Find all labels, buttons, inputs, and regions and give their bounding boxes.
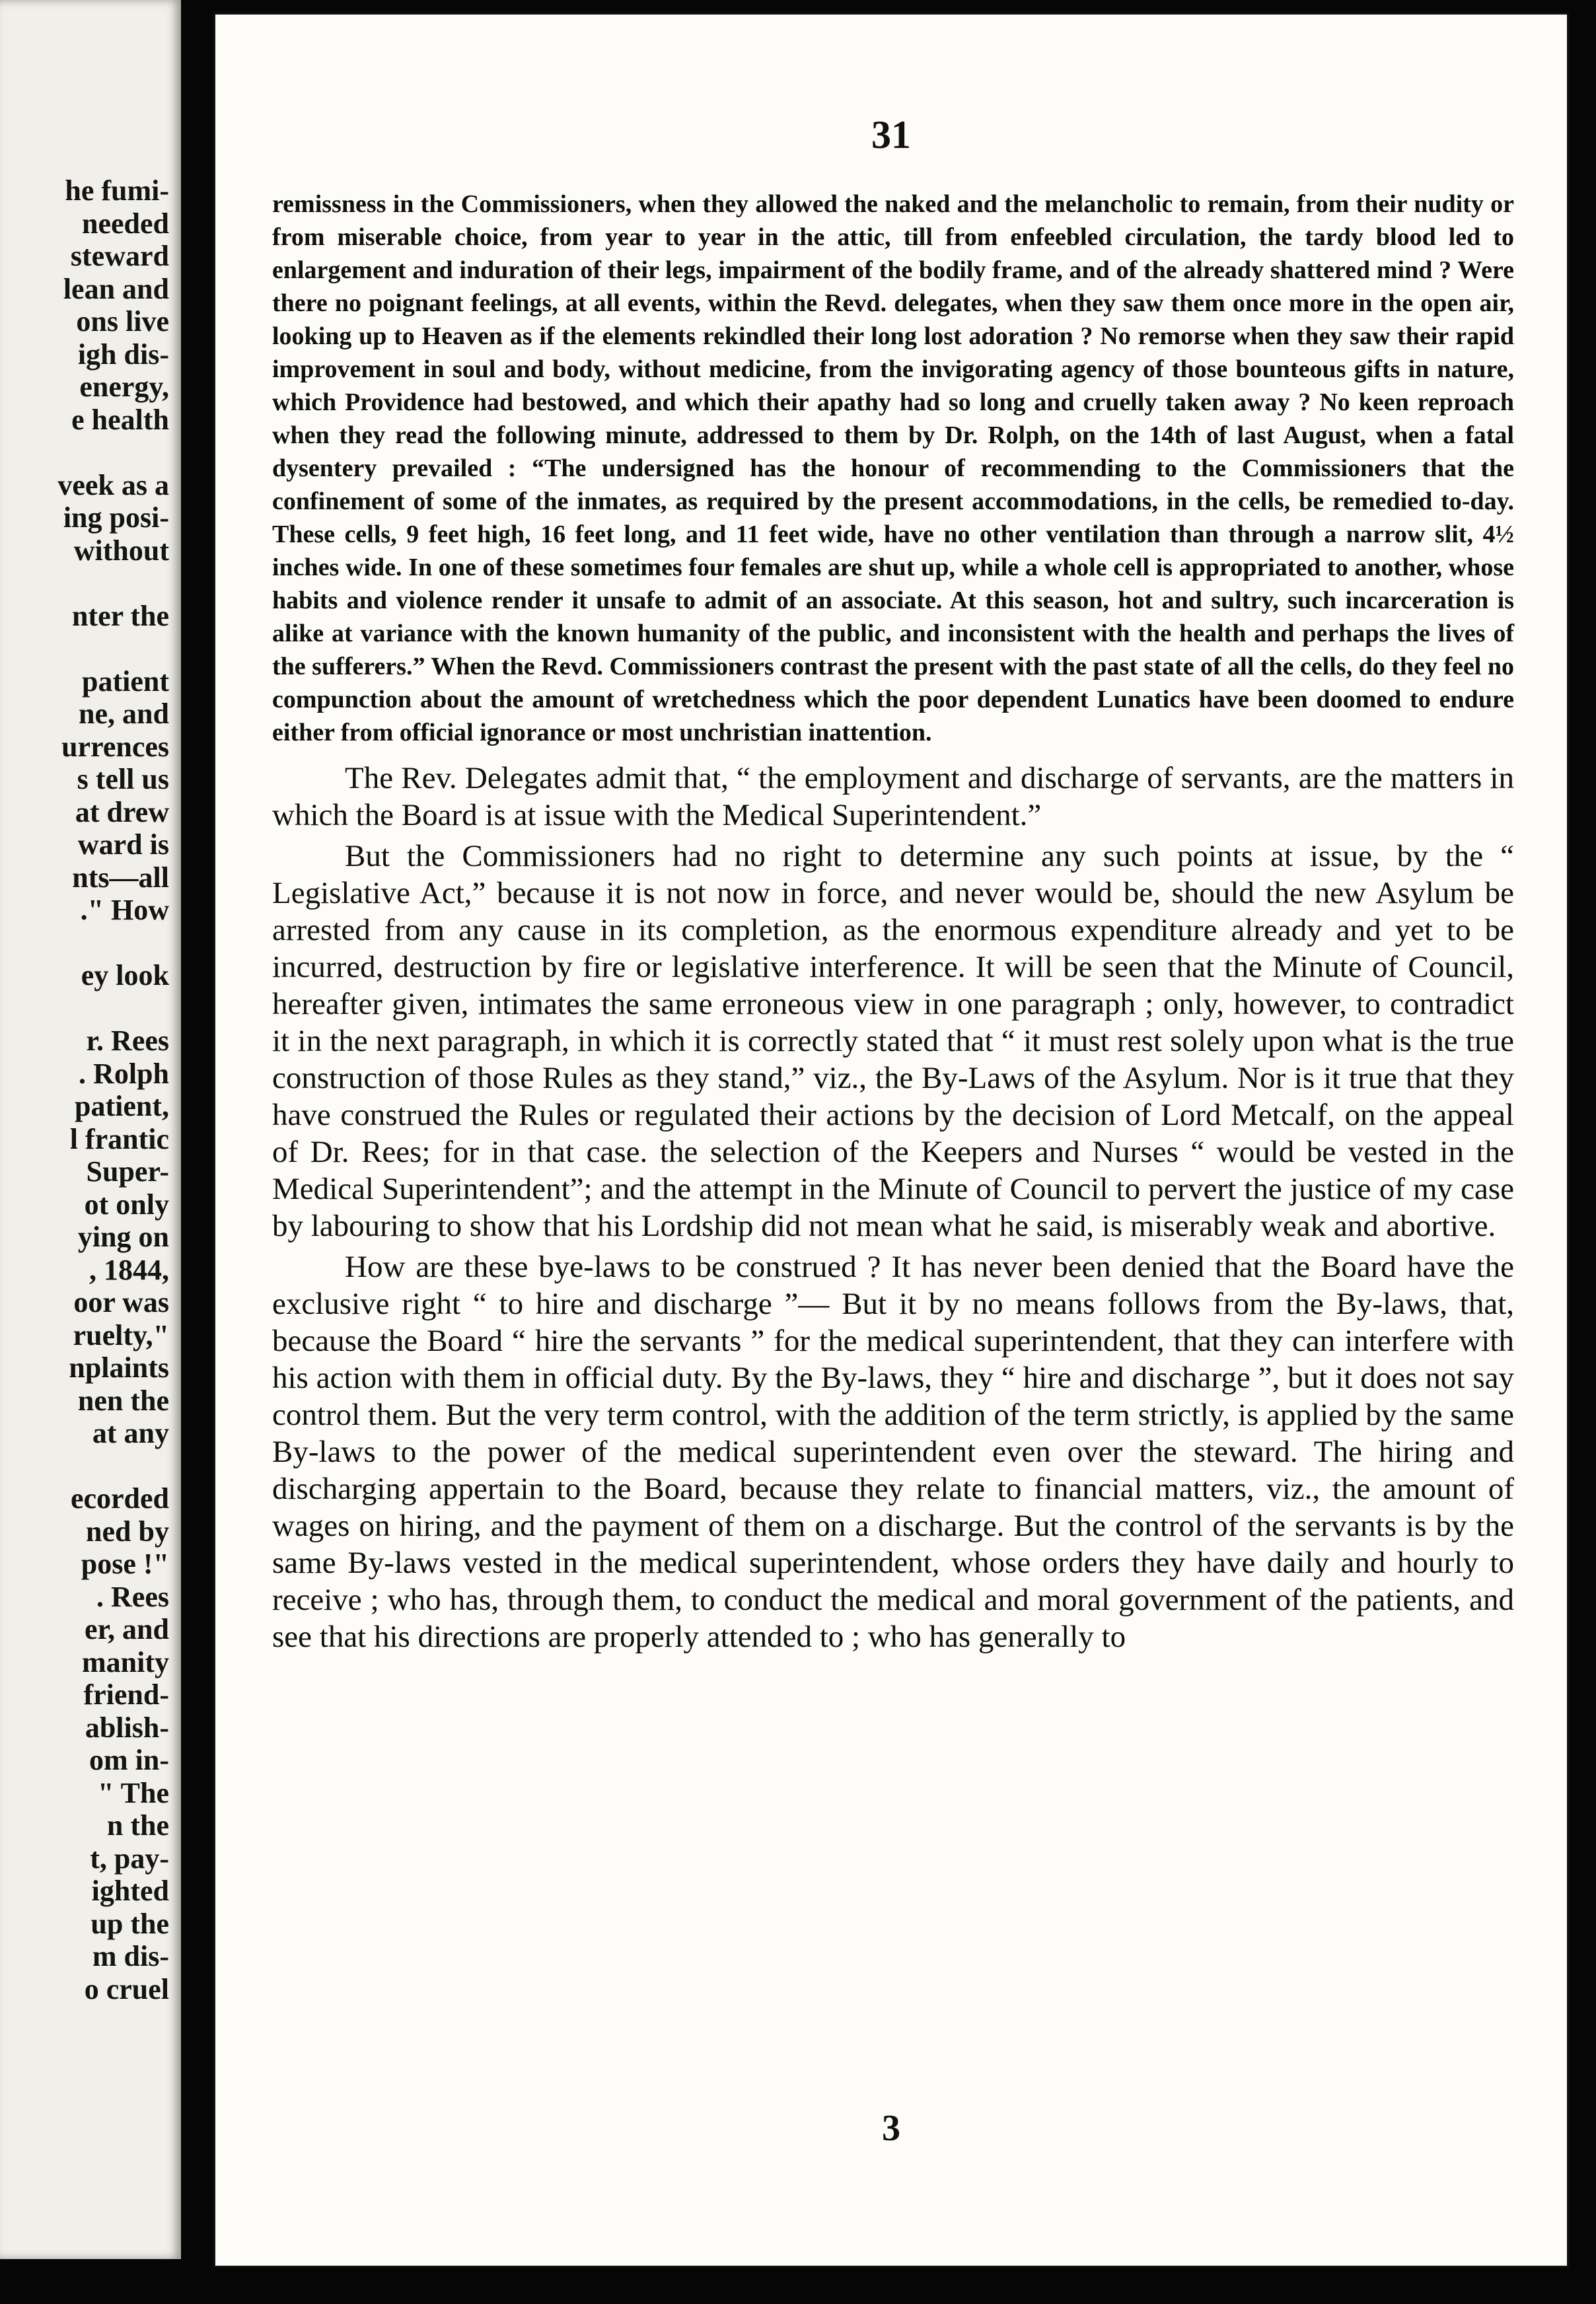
left-page-line: veek as a xyxy=(57,468,169,501)
left-page-line: . Rolph xyxy=(79,1057,169,1090)
left-page-line: t, pay- xyxy=(90,1842,169,1875)
page-body xyxy=(272,188,1514,1655)
paragraph-2: But the Commissioners had no right to determine any such points at issue, by the “ Legislative Act,” because it is not now in force, and never would be, should the new Asylum be arrested from any cause in its completion, as the enormous expenditure already and yet to be incurred, destruction by fire or legislative interference. It will be seen that the Minute of Council, hereafter given, intimates the same erroneous view in one paragraph ; only, however, to contradict it in the next paragraph, in which it is correctly stated that “ it must rest solely upon what is the true construction of those Rules as they stand,” viz., the By-Laws of the Asylum. Nor is it true that they have construed the Rules or regulated their actions by the decision of Lord Metcalf, on the appeal of Dr. Rees; for in that case. the selection of the Keepers and Nurses “ would be vested in the Medical Superintendent”; and the attempt in the Minute of Council to pervert the justice of my case by labouring to show that his Lordship did not mean what he said, is miserably weak and abortive. xyxy=(272,839,1514,1243)
left-page-line: , 1844, xyxy=(89,1253,169,1286)
paragraph-1: The Rev. Delegates admit that, “ the employment and discharge of servants, are the matters in which the Board is at issue with the Medical Superintendent.” xyxy=(272,761,1514,832)
left-page-line: nter the xyxy=(71,599,169,632)
left-page-line: ne, and xyxy=(79,698,169,730)
left-page-line: ying on xyxy=(77,1221,169,1253)
left-page-line: Super- xyxy=(86,1155,169,1188)
left-page-line: steward xyxy=(70,240,169,272)
quoted-passage: remissness in the Commissioners, when they allowed the naked and the melancholic to remain, from their nudity or from miserable choice, from year to year in the attic, till from enfeebled circulation, the tardy blood led to enlargement and induration of their legs, impairment of the bodily frame, and of the already shattered mind ? Were there no poignant feelings, at all events, within the Revd. delegates, when they saw them once more in the open air, looking up to Heaven as if the elements rekindled their long lost adoration ? No remorse when they saw their rapid improvement in soul and body, without medicine, from the invigorating agency of those bounteous gifts in nature, which Providence had bestowed, and which their apathy had so long and cruelly taken away ? No keen reproach when they read the following minute, addressed to them by Dr. Rolph, on the 14th of last August, when a fatal dysentery prevailed : “The undersigned has the honour of recommending to the Commissioners that the confinement of some of the inmates, as required by the present accommodations, in the cells, be remedied to-day. These cells, 9 feet high, 16 feet long, and 11 feet wide, have no other ventilation than through a narrow slit, 4½ inches wide. In one of these sometimes four females are shut up, while a whole cell is appropriated to another, whose habits and violence render it unsafe to admit of an associate. At this season, hot and sultry, such incarceration is alike at variance with the known humanity of the public, and inconsistent with the health and perhaps the lives of the sufferers.” When the Revd. Commissioners contrast the present with the past state of all the cells, do they feel no compunction about the amount of wretchedness which the poor dependent Lunatics have been doomed to endure either from official ignorance or most unchristian inattention. xyxy=(272,190,1514,746)
left-page-line: igh dis- xyxy=(77,338,169,371)
left-page-line: ey look xyxy=(81,959,169,991)
left-page-line: r. Rees xyxy=(86,1025,169,1057)
left-page-line: ing posi- xyxy=(63,501,169,534)
left-page-line: ighted xyxy=(91,1875,169,1907)
left-page-line: urrences xyxy=(61,730,169,763)
left-page-line: patient, xyxy=(75,1090,169,1122)
left-page-line: ruelty," xyxy=(73,1318,169,1351)
left-page-line: s tell us xyxy=(77,763,169,795)
left-page-line: without xyxy=(73,534,169,567)
left-page-line: lean and xyxy=(63,272,169,305)
left-page-line: ablish- xyxy=(85,1711,169,1744)
left-page-line: at any xyxy=(92,1417,169,1449)
left-page-line: om in- xyxy=(89,1744,169,1776)
left-page-line: manity xyxy=(82,1645,169,1678)
paragraph-3: How are these bye-laws to be construed ? It has never been denied that the Board have the exclusive right “ to hire and discharge ”— But it by no means follows from the By-laws, that, because the Board “ hire the servants ” for the medical superintendent, that they can interfere with his action with them in official duty. By the By-laws, they “ hire and discharge ”, but it does not say control them. But the very term control, with the addition of the term strictly, is applied by the same By-laws to the power of the medical superintendent even over the steward. The hiring and discharging appertain to the Board, because they relate to financial matters, viz., the amount of wages on hiring, and the payment of them on a discharge. But the control of the servants is by the same By-laws vested in the medical superintendent, whose orders they have daily and hourly to receive ; who has, through them, to conduct the medical and moral government of the patients, and see that his directions are properly attended to ; who has generally to xyxy=(272,1250,1514,1654)
left-page-line: pose !" xyxy=(81,1548,169,1580)
left-page-line: er, and xyxy=(85,1613,169,1645)
left-page-line: nts—all xyxy=(72,861,169,894)
left-page-fragment xyxy=(0,0,181,2259)
left-page-line: ned by xyxy=(86,1515,169,1548)
left-page-line: at drew xyxy=(75,795,169,828)
left-page-line: ward is xyxy=(77,828,169,861)
left-page-line: he fumi- xyxy=(65,174,169,207)
signature-mark: 3 xyxy=(882,2108,900,2149)
left-page-line: oor was xyxy=(73,1286,169,1318)
left-page-line: l frantic xyxy=(69,1122,169,1155)
left-page-line: needed xyxy=(82,207,169,240)
left-page-line: energy, xyxy=(79,371,169,403)
book-page xyxy=(215,15,1567,2266)
left-page-line: nen the xyxy=(77,1384,169,1417)
left-page-line: n the xyxy=(106,1809,169,1842)
left-page-line: patient xyxy=(82,665,169,698)
left-page-line: e health xyxy=(71,403,169,436)
left-page-line: m dis- xyxy=(92,1940,169,1972)
left-page-line: up the xyxy=(91,1907,169,1940)
left-page-line: ons live xyxy=(76,305,169,338)
left-page-line: friend- xyxy=(83,1678,169,1711)
left-page-line: ." How xyxy=(80,894,169,926)
left-page-line: . Rees xyxy=(96,1580,169,1613)
left-page-line: nplaints xyxy=(69,1351,169,1384)
left-page-line: ecorded xyxy=(70,1482,169,1515)
page-number: 31 xyxy=(871,113,911,157)
left-page-line: o cruel xyxy=(84,1972,169,2005)
left-page-line: ot only xyxy=(84,1188,169,1221)
left-page-line: " The xyxy=(98,1776,169,1809)
